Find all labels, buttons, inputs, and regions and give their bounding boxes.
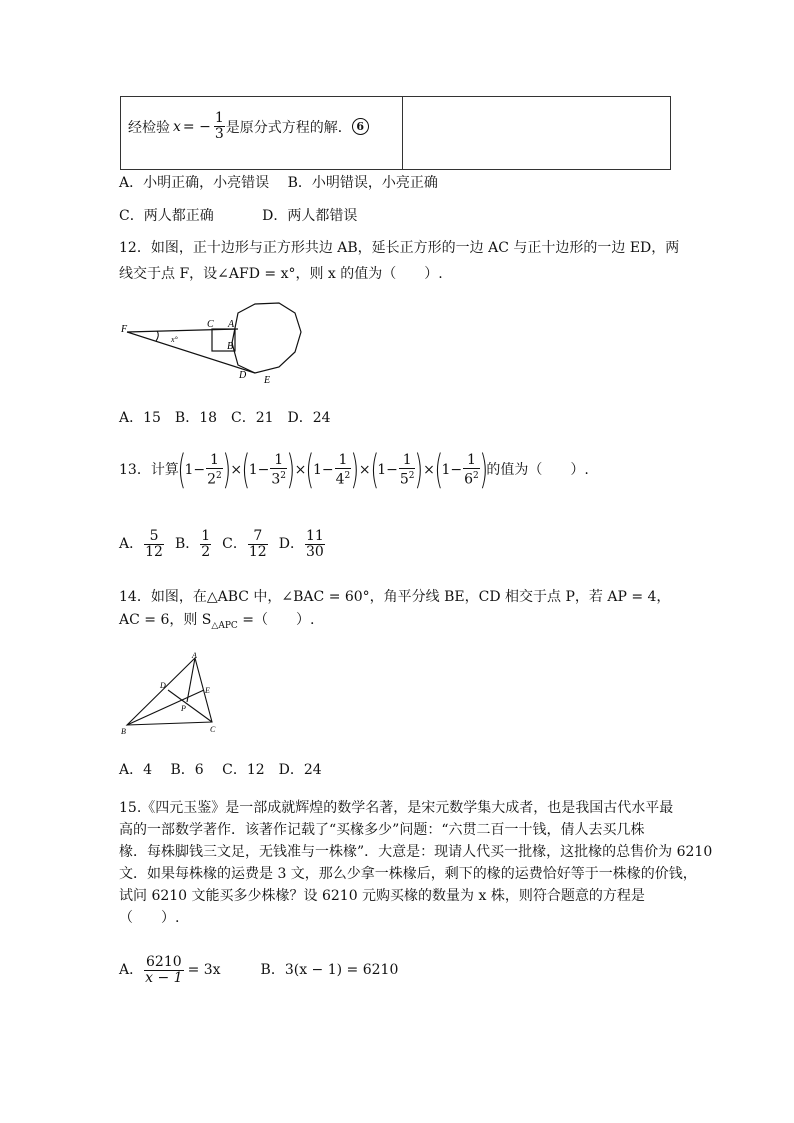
q12-options: A．15 B．18 C．21 D．24 xyxy=(119,410,331,426)
label-p: P xyxy=(181,704,186,713)
q13-expression xyxy=(177,447,488,493)
q13-options xyxy=(119,524,326,564)
q15-option-a-fraction xyxy=(144,955,183,986)
q14-stem-line2 xyxy=(119,610,314,636)
factor-fraction xyxy=(206,453,223,488)
factor-fraction xyxy=(463,453,480,488)
q14-area-subscript: △APC xyxy=(211,620,238,631)
q12-stem-line2: 线交于点 F，设∠AFD = x°，则 x 的值为（ ）. xyxy=(119,266,443,282)
factor-base: 5 xyxy=(399,471,409,488)
q11-option-a: A．小明正确，小亮错误 xyxy=(119,175,270,191)
q13-option-label: D． xyxy=(278,536,304,552)
q13-option-fraction xyxy=(248,529,268,560)
label-b: B xyxy=(121,727,126,736)
label-x-angle: x° xyxy=(171,335,178,344)
q13-option-label: B． xyxy=(174,536,200,552)
q15-option-b: B．3(x − 1) = 6210 xyxy=(260,962,399,978)
cell-frac-num: 1 xyxy=(214,110,224,126)
one-minus: 1− xyxy=(184,462,206,478)
cell-suffix: 是原分式方程的解． xyxy=(225,119,352,136)
left-paren: ( xyxy=(434,447,443,493)
q13-option-den: 12 xyxy=(248,543,267,560)
q13-suffix: 的值为（ ）. xyxy=(486,462,589,478)
factor-den xyxy=(463,468,480,488)
q13-option-list xyxy=(119,529,326,560)
q13-option-num: 1 xyxy=(201,527,211,544)
label-d: D xyxy=(160,681,166,690)
q13-option-fraction xyxy=(200,529,211,560)
q11-option-c: C．两人都正确 xyxy=(119,208,214,224)
label-e: E xyxy=(264,375,271,386)
one-minus: 1− xyxy=(377,462,398,478)
q11-option-b: B．小明错误，小亮正确 xyxy=(287,175,438,191)
factor-fraction xyxy=(270,453,287,488)
left-paren: ( xyxy=(241,447,251,493)
factor-num: 1 xyxy=(274,451,284,468)
q12-figure xyxy=(115,295,315,390)
one-minus: 1− xyxy=(441,462,463,478)
q15-option-a-rhs: = 3x xyxy=(187,962,221,978)
q13-option-fraction xyxy=(144,529,164,560)
label-c: C xyxy=(207,319,214,330)
label-d: D xyxy=(239,370,247,381)
label-a: A xyxy=(192,651,197,660)
circled-number-marker: 6 xyxy=(352,118,369,135)
q14-options: A．4 B．6 C．12 D．24 xyxy=(119,762,322,778)
label-a: A xyxy=(228,319,235,330)
label-f: F xyxy=(121,324,128,335)
q15-frac-den: x − 1 xyxy=(145,969,183,986)
q13-option-label: A． xyxy=(119,536,144,552)
q13-prefix: 13．计算 xyxy=(119,462,179,478)
q15-frac-num: 6210 xyxy=(146,953,182,970)
q15-line6: （ ）. xyxy=(119,910,180,926)
q11-options-row2 xyxy=(119,206,357,226)
q11-option-d: D．两人都错误 xyxy=(262,208,358,224)
cell-fraction xyxy=(214,111,225,142)
right-paren: ) xyxy=(414,447,424,493)
q12-stem-line1: 12．如图，正十边形与正方形共边 AB，延长正方形的一边 AC 与正十边形的一边 ED，两 xyxy=(119,240,680,256)
one-minus: 1− xyxy=(312,462,334,478)
factor-num: 1 xyxy=(402,451,412,468)
q13-option-num: 7 xyxy=(253,527,263,544)
decagon-shape xyxy=(232,303,301,373)
label-c: C xyxy=(210,725,216,734)
factor-den xyxy=(270,468,287,488)
line-fe xyxy=(127,332,255,373)
solution-table xyxy=(120,96,671,170)
q13-option-label: C． xyxy=(222,536,247,552)
q15-line1: 15.《四元玉鉴》是一部成就辉煌的数学名著，是宋元数学集大成者，也是我国古代水平最 xyxy=(119,800,674,816)
table-divider xyxy=(402,97,403,169)
factor-exponent: 2 xyxy=(408,470,415,481)
factor-num: 1 xyxy=(338,451,348,468)
factor-base: 4 xyxy=(335,471,345,488)
table-cell-left xyxy=(128,111,369,142)
factor-num: 1 xyxy=(209,451,219,468)
factor-exponent: 2 xyxy=(280,470,286,481)
times-sign: × xyxy=(423,462,435,478)
q13-stem xyxy=(119,448,589,492)
factor-den xyxy=(399,468,416,488)
q14-line2-b: =（ ）. xyxy=(237,612,315,628)
left-paren: ( xyxy=(370,447,379,493)
cell-var: x xyxy=(173,118,181,135)
right-paren: ) xyxy=(222,447,231,493)
q13-option-den: 2 xyxy=(201,543,211,560)
q15-option-a-label: A． xyxy=(119,962,144,978)
cell-prefix: 经检验 xyxy=(128,119,170,136)
factor-num: 1 xyxy=(466,451,476,468)
left-paren: ( xyxy=(177,447,186,493)
angle-arc xyxy=(156,331,158,341)
cell-frac-den: 3 xyxy=(214,126,224,142)
factor-base: 6 xyxy=(464,471,473,488)
q13-option-num: 11 xyxy=(305,527,324,544)
q15-line3: 椽．每株脚钱三文足，无钱准与一株椽”．大意是：现请人代买一批椽，这批椽的总售价为 6210 xyxy=(119,844,713,860)
one-minus: 1− xyxy=(248,462,270,478)
factor-exponent: 2 xyxy=(473,470,479,481)
q11-options-row1 xyxy=(119,173,438,193)
q14-stem-line1: 14．如图，在△ABC 中，∠BAC = 60°，角平分线 BE，CD 相交于点 P，若 AP = 4， xyxy=(119,589,671,605)
cell-eq: = − xyxy=(182,118,211,135)
line-fa xyxy=(127,329,238,332)
q15-line2: 高的一部数学著作．该著作记载了“买椽多少”问题：“六贯二百一十钱，倩人去买几株 xyxy=(119,822,645,838)
factor-exponent: 2 xyxy=(216,470,222,481)
q14-line2-a: AC = 6，则 S xyxy=(119,612,212,628)
factor-base: 3 xyxy=(271,471,281,488)
left-paren: ( xyxy=(305,447,315,493)
q14-figure xyxy=(115,650,225,745)
q15-line5: 试问 6210 文能买多少株椽？设 6210 元购买椽的数量为 x 株，则符合题意的方程是 xyxy=(119,888,645,904)
q15-options xyxy=(119,950,398,990)
factor-fraction xyxy=(335,453,352,488)
factor-fraction xyxy=(399,453,416,488)
times-sign: × xyxy=(358,462,371,478)
factor-base: 2 xyxy=(207,471,216,488)
q15-line4: 文．如果每株椽的运费是 3 文，那么少拿一株椽后，剩下的椽的运费恰好等于一株椽的价钱， xyxy=(119,866,697,882)
q13-option-num: 5 xyxy=(149,527,159,544)
factor-den xyxy=(206,468,223,488)
q13-option-den: 30 xyxy=(305,543,324,560)
q13-option-fraction xyxy=(305,529,325,560)
right-paren: ) xyxy=(479,447,488,493)
label-b: B xyxy=(227,341,234,352)
right-paren: ) xyxy=(350,447,360,493)
factor-exponent: 2 xyxy=(344,470,351,481)
label-e: E xyxy=(205,686,210,695)
factor-den xyxy=(335,468,352,488)
times-sign: × xyxy=(294,462,307,478)
right-paren: ) xyxy=(286,447,296,493)
q13-option-den: 12 xyxy=(145,543,163,560)
times-sign: × xyxy=(230,462,243,478)
